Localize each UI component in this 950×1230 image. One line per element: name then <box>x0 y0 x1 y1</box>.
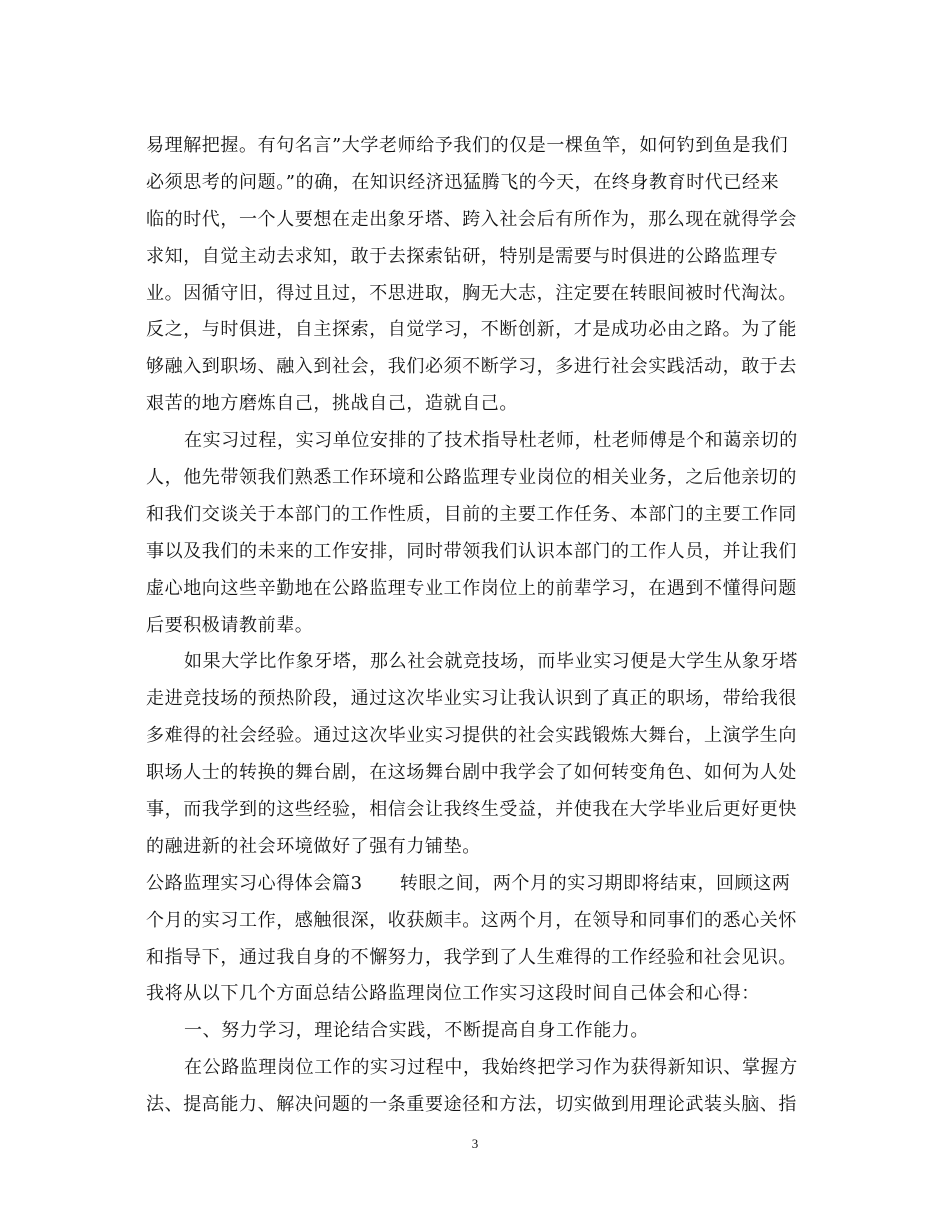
paragraph-first-line: 一、努力学习，理论结合实践，不断提高自身工作能力。 <box>184 1020 649 1042</box>
text-line: 我将从以下几个方面总结公路监理岗位工作实习这段时间自己体会和心得： <box>146 983 760 1005</box>
text-line: 个月的实习工作，感触很深，收获颇丰。这两个月，在领导和同事们的悉心关怀 <box>146 909 797 931</box>
text-line: 人，他先带领我们熟悉工作环境和公路监理专业岗位的相关业务，之后他亲切的 <box>146 467 797 489</box>
text-line: 事以及我们的未来的工作安排，同时带领我们认识本部门的工作人员，并让我们 <box>146 540 797 562</box>
text-line: 法、提高能力、解决问题的一条重要途径和方法，切实做到用理论武装头脑、指 <box>146 1094 797 1116</box>
text-line: 业。因循守旧，得过且过，不思进取，胸无大志，注定要在转眼间被时代淘汰。 <box>146 282 797 304</box>
text-line: 和我们交谈关于本部门的工作性质，目前的主要工作任务、本部门的主要工作同 <box>146 503 797 525</box>
text-line: 多难得的社会经验。通过这次毕业实习提供的社会实践锻炼大舞台，上演学生向 <box>146 725 797 747</box>
text-line: 后要积极请教前辈。 <box>146 614 314 636</box>
text-line: 事，而我学到的这些经验，相信会让我终生受益，并使我在大学毕业后更好更快 <box>146 799 797 821</box>
text-line: 和指导下，通过我自身的不懈努力，我学到了人生难得的工作经验和社会见识。 <box>146 946 797 968</box>
text-line: 的融进新的社会环境做好了强有力铺垫。 <box>146 835 481 857</box>
paragraph-first-line: 在公路监理岗位工作的实习过程中，我始终把学习作为获得新知识、掌握方 <box>184 1057 798 1079</box>
text-line: 艰苦的地方磨炼自己，挑战自己，造就自己。 <box>146 393 518 415</box>
text-line: 反之，与时俱进，自主探索，自觉学习，不断创新，才是成功必由之路。为了能 <box>146 319 797 341</box>
text-line: 走进竞技场的预热阶段，通过这次毕业实习让我认识到了真正的职场，带给我很 <box>146 688 797 710</box>
section-heading-line: 公路监理实习心得体会篇3 转眼之间，两个月的实习期即将结束，回顾这两 <box>146 872 791 894</box>
text-line: 求知，自觉主动去求知，敢于去探索钻研，特别是需要与时俱进的公路监理专 <box>146 245 779 267</box>
text-line: 临的时代，一个人要想在走出象牙塔、跨入社会后有所作为，那么现在就得学会 <box>146 208 797 230</box>
text-line: 易理解把握。有句名言”大学老师给予我们的仅是一棵鱼竿，如何钓到鱼是我们 <box>146 135 789 156</box>
text-line: 虚心地向这些辛勤地在公路监理专业工作岗位上的前辈学习，在遇到不懂得问题 <box>146 577 797 599</box>
page-number: 3 <box>471 1136 479 1151</box>
document-body <box>146 128 806 1124</box>
paragraph-first-line: 如果大学比作象牙塔，那么社会就竞技场，而毕业实习便是大学生从象牙塔 <box>184 651 798 673</box>
text-line: 职场人士的转换的舞台剧，在这场舞台剧中我学会了如何转变角色、如何为人处 <box>146 762 797 784</box>
text-line: 必须思考的问题。”的确，在知识经济迅猛腾飞的今天，在终身教育时代已经来 <box>146 171 780 193</box>
paragraph-first-line: 在实习过程，实习单位安排的了技术指导杜老师，杜老师傅是个和蔼亲切的 <box>184 430 798 452</box>
text-line: 够融入到职场、融入到社会，我们必须不断学习，多进行社会实践活动，敢于去 <box>146 356 797 378</box>
